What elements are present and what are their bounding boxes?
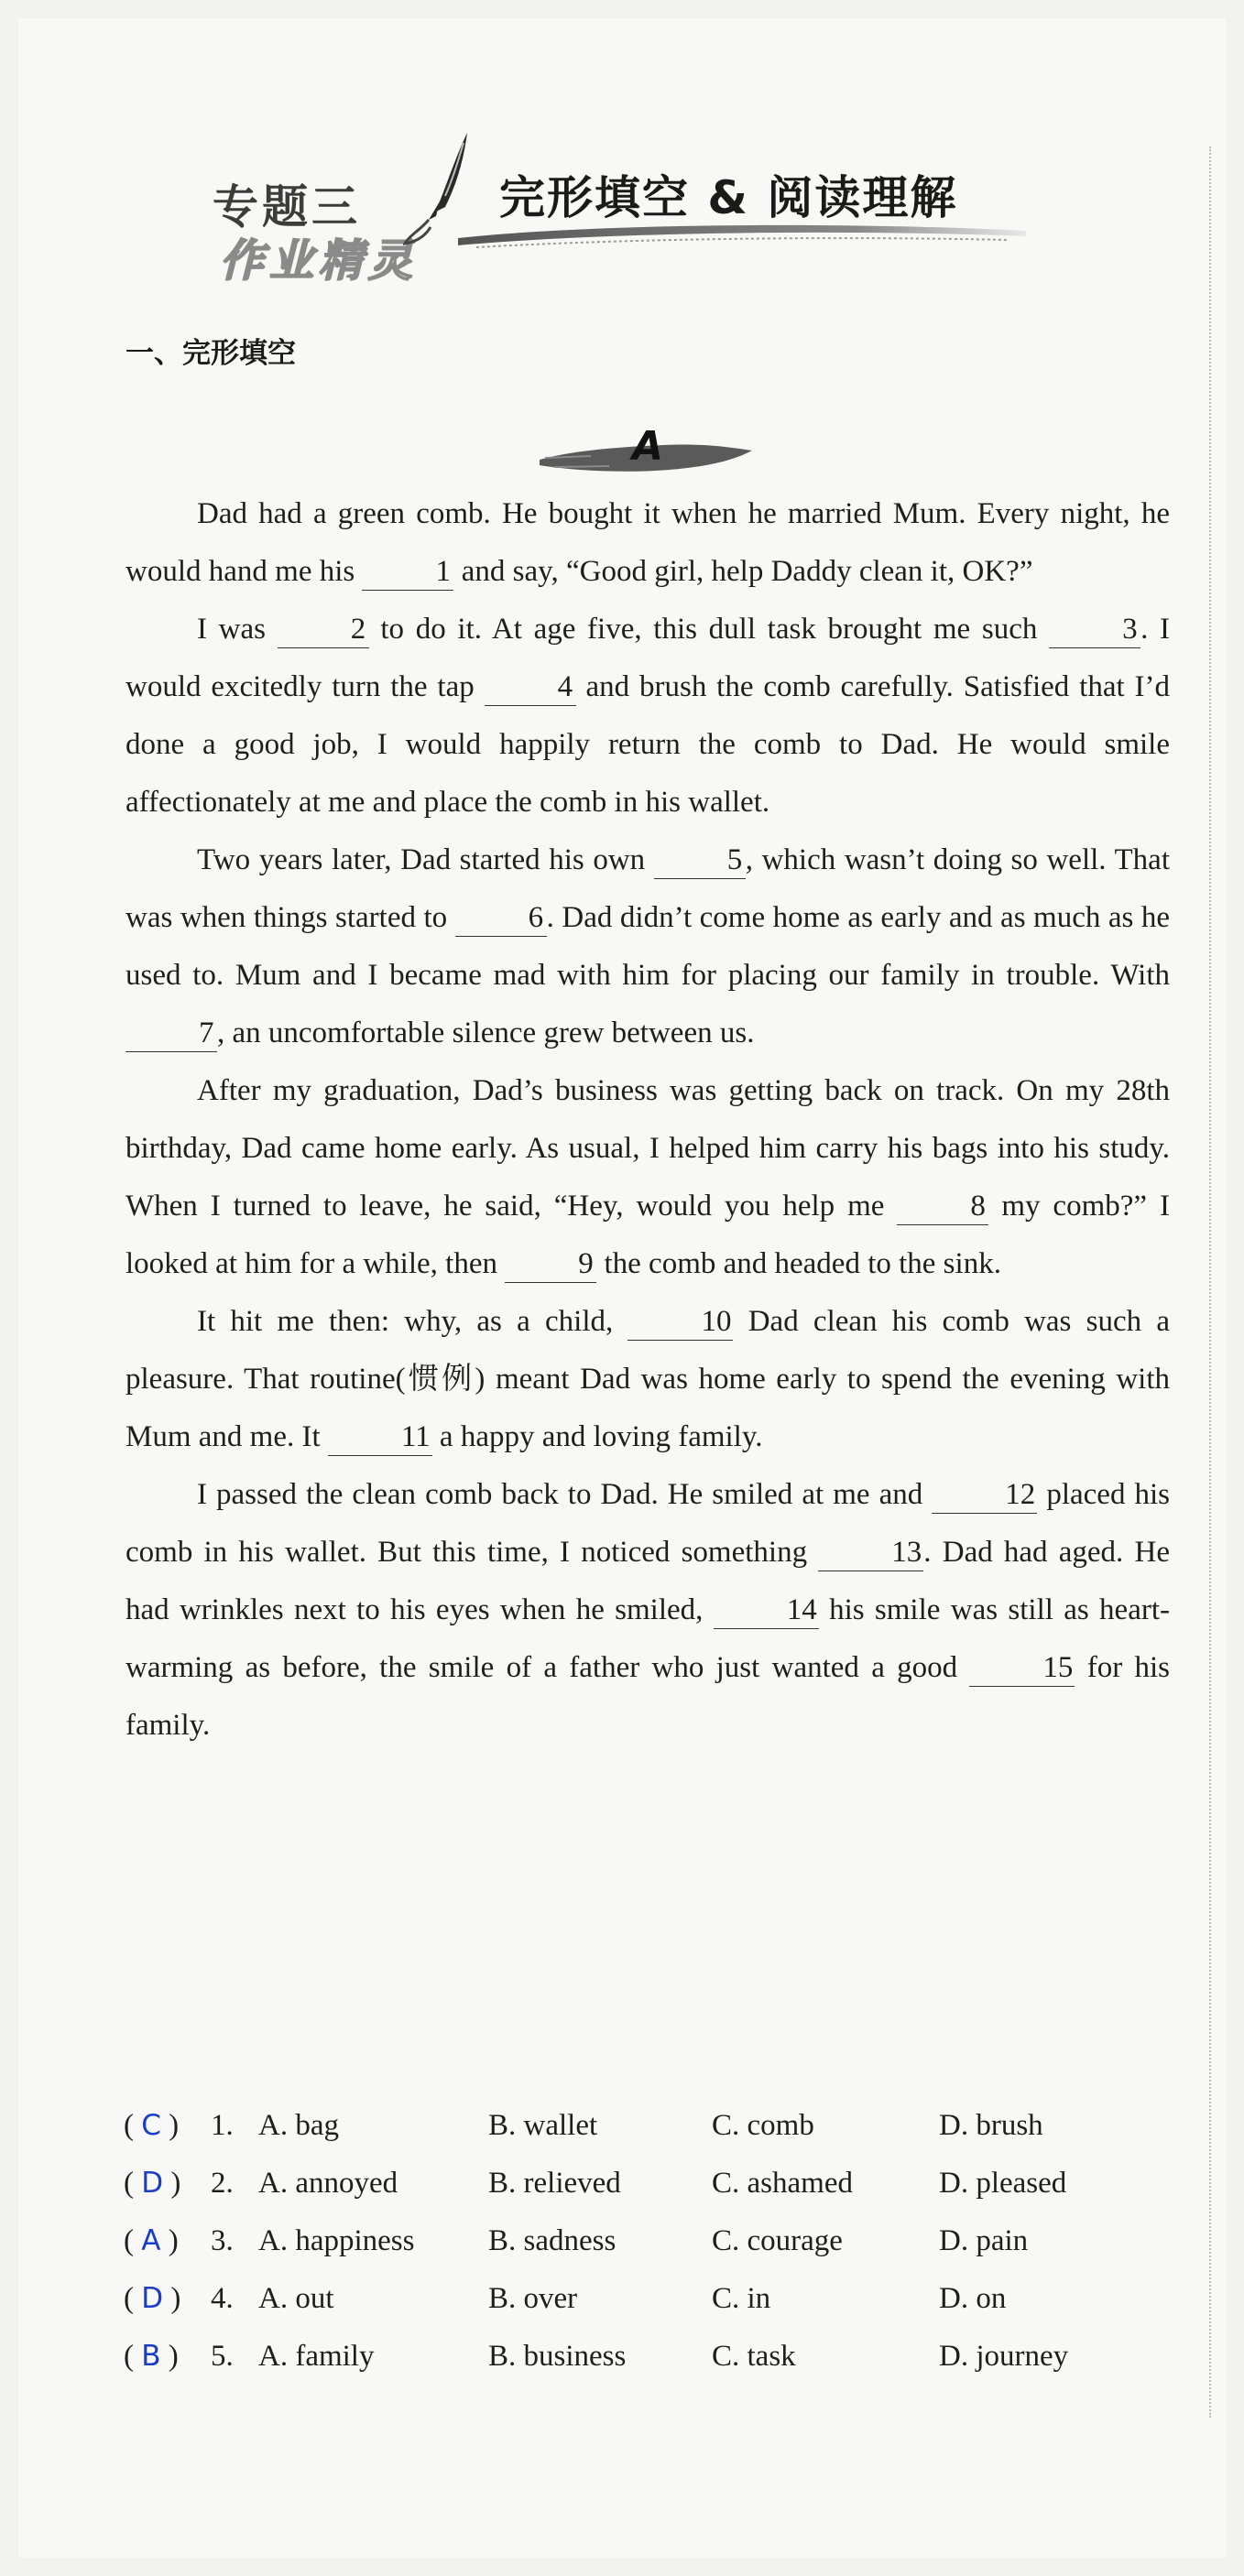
answer-letter: B	[141, 2340, 161, 2373]
answer-slot[interactable]: ( D )	[124, 2167, 181, 2200]
answer-letter: D	[141, 2167, 164, 2200]
question-row	[124, 2270, 1177, 2328]
cloze-passage	[125, 485, 1170, 1755]
passage-text: his smile was still as heart-warming as before, the smile of a father who just wanted a good	[125, 1593, 1170, 1684]
option-d[interactable]: D. on	[939, 2282, 1007, 2315]
option-c[interactable]: C. ashamed	[712, 2167, 853, 2200]
question-number: 2.	[211, 2167, 234, 2200]
question-row	[124, 2212, 1177, 2270]
passage-text: I passed the clean comb back to Dad. He smiled at me and	[197, 1478, 933, 1511]
passage-text: Dad had a green comb. He bought it when he married Mum. Every night, he would hand me his	[125, 497, 1170, 588]
passage-text: and brush the comb carefully. Satisfied that I’d done a good job, I would happily return the comb to Dad. He would smile affectionately at me and place the comb in his wallet.	[125, 670, 1170, 819]
passage-paragraph	[125, 1293, 1170, 1466]
question-number: 3.	[211, 2224, 234, 2257]
cloze-blank[interactable]: 9	[505, 1245, 596, 1283]
passage-text: Dad clean his comb was such a pleasure. That routine(惯例) meant Dad was home early to spend the evening with Mum and me. It	[125, 1305, 1170, 1453]
topic-label: 专题三	[213, 180, 361, 234]
option-c[interactable]: C. task	[712, 2340, 796, 2373]
option-b[interactable]: B. over	[488, 2282, 578, 2315]
option-b[interactable]: B. business	[488, 2340, 627, 2373]
cloze-blank[interactable]: 7	[125, 1015, 217, 1052]
passage-text: a happy and loving family.	[431, 1420, 763, 1453]
option-b[interactable]: B. sadness	[488, 2224, 617, 2257]
passage-text: for his family.	[125, 1651, 1170, 1742]
option-a[interactable]: A. family	[258, 2340, 375, 2373]
passage-paragraph	[125, 831, 1170, 1062]
cloze-blank[interactable]: 14	[714, 1592, 819, 1629]
passage-letter: A	[632, 423, 664, 470]
option-a[interactable]: A. bag	[258, 2109, 339, 2142]
cloze-blank[interactable]: 3	[1049, 611, 1140, 648]
cloze-blank[interactable]: 5	[654, 842, 746, 879]
cloze-blank[interactable]: 10	[627, 1303, 733, 1341]
passage-paragraph	[125, 601, 1170, 831]
answer-letter: D	[141, 2282, 164, 2315]
answer-letter: A	[141, 2224, 161, 2257]
answer-options	[124, 2097, 1177, 2386]
option-d[interactable]: D. journey	[939, 2340, 1069, 2373]
passage-text: After my graduation, Dad’s business was getting back on track. On my 28th birthday, Dad came home early. As usual, I helped him carry his bags into his study. When I turned to leave, he said, “Hey, would you help me	[125, 1074, 1170, 1223]
passage-text: to do it. At age five, this dull task brought me such	[368, 613, 1050, 646]
passage-tag	[536, 423, 756, 487]
page-title: 完形填空 & 阅读理解	[499, 171, 958, 224]
cloze-blank[interactable]: 13	[818, 1534, 923, 1571]
passage-text: placed his comb in his wallet. But this time, I noticed something	[125, 1478, 1170, 1569]
option-d[interactable]: D. pleased	[939, 2167, 1067, 2200]
question-row	[124, 2328, 1177, 2386]
option-a[interactable]: A. happiness	[258, 2224, 415, 2257]
cloze-blank[interactable]: 15	[969, 1649, 1075, 1687]
passage-text: , an uncomfortable silence grew between us.	[217, 1016, 755, 1049]
answer-slot[interactable]: ( B )	[124, 2340, 179, 2373]
option-c[interactable]: C. in	[712, 2282, 771, 2315]
passage-text: , which wasn’t doing so well. That was when things started to	[125, 843, 1170, 934]
cloze-blank[interactable]: 1	[362, 553, 453, 591]
passage-text: It hit me then: why, as a child,	[197, 1305, 628, 1338]
passage-paragraph	[125, 1466, 1170, 1755]
title-swoosh	[458, 218, 1026, 255]
section-heading: 一、完形填空	[125, 337, 296, 370]
option-d[interactable]: D. pain	[939, 2224, 1029, 2257]
question-row	[124, 2097, 1177, 2155]
question-number: 5.	[211, 2340, 234, 2373]
cloze-blank[interactable]: 12	[932, 1476, 1037, 1514]
cloze-blank[interactable]: 4	[485, 668, 576, 706]
passage-text: . Dad didn’t come home as early and as much as he used to. Mum and I became mad with him for placing our family in trouble. With	[125, 901, 1171, 992]
passage-text: . Dad had aged. He had wrinkles next to his eyes when he smiled,	[125, 1536, 1170, 1626]
cloze-blank[interactable]: 6	[455, 899, 547, 937]
passage-text: Two years later, Dad started his own	[197, 843, 654, 876]
option-b[interactable]: B. wallet	[488, 2109, 598, 2142]
passage-paragraph	[125, 485, 1170, 601]
option-c[interactable]: C. comb	[712, 2109, 814, 2142]
cloze-blank[interactable]: 2	[278, 611, 369, 648]
passage-text: . I would excitedly turn the tap	[125, 613, 1170, 703]
question-number: 1.	[211, 2109, 234, 2142]
passage-text: my comb?” I looked at him for a while, then	[125, 1190, 1170, 1280]
margin-divider	[1209, 147, 1211, 2418]
passage-text: and say, “Good girl, help Daddy clean it, OK?”	[453, 555, 1033, 588]
answer-slot[interactable]: ( D )	[124, 2282, 181, 2315]
passage-text: I was	[197, 613, 278, 646]
cloze-blank[interactable]: 8	[897, 1188, 988, 1225]
answer-letter: C	[141, 2109, 161, 2142]
option-c[interactable]: C. courage	[712, 2224, 843, 2257]
answer-slot[interactable]: ( C )	[124, 2109, 180, 2142]
answer-slot[interactable]: ( A )	[124, 2224, 179, 2257]
option-b[interactable]: B. relieved	[488, 2167, 621, 2200]
passage-paragraph	[125, 1062, 1170, 1293]
cloze-blank[interactable]: 11	[328, 1418, 432, 1456]
passage-text: the comb and headed to the sink.	[596, 1247, 1001, 1280]
option-a[interactable]: A. out	[258, 2282, 334, 2315]
option-a[interactable]: A. annoyed	[258, 2167, 398, 2200]
question-row	[124, 2155, 1177, 2212]
logo-watermark: 作业精灵	[220, 235, 419, 287]
question-number: 4.	[211, 2282, 234, 2315]
option-d[interactable]: D. brush	[939, 2109, 1043, 2142]
